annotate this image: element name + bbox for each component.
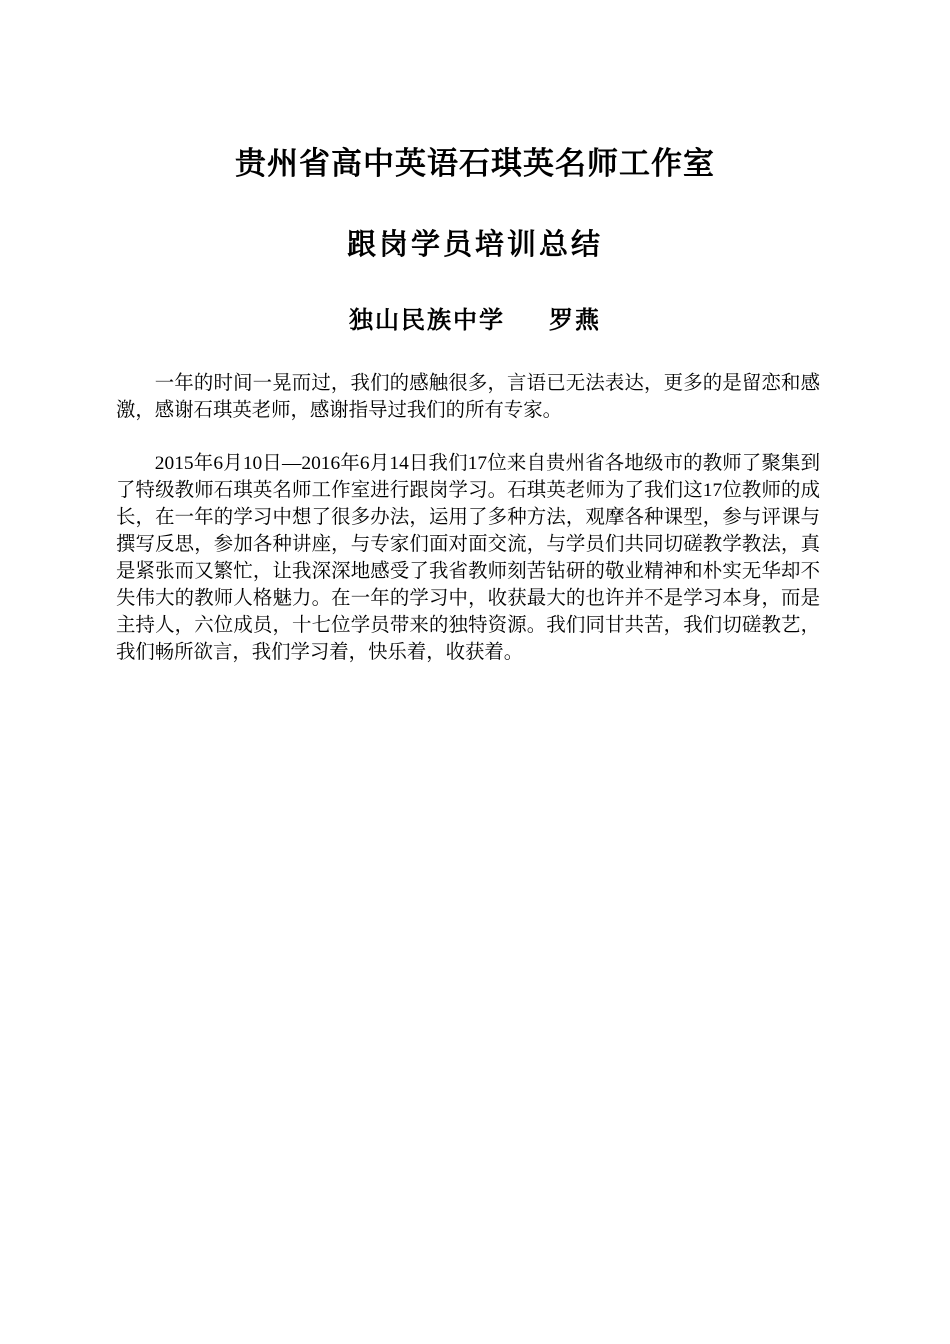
document-subtitle: 跟岗学员培训总结: [346, 227, 603, 261]
document-title: 贵州省高中英语石琪英名师工作室: [235, 146, 715, 182]
body-paragraph-2: 2015年6月10日—2016年6月14日我们17位来自贵州省各地级市的教师了聚集到了特级教师石琪英名师工作室进行跟岗学习。石琪英老师为了我们这17位教师的成长，在一年的学习中想了很多办法，运用了多种方法，观摩各种课型，参与评课与撰写反思，参加各种讲座，与专家们面对面交流，与学员们共同切磋教学教法，真是紧张而又繁忙，让我深深地感受了我省教师刻苦钻研的敬业精神和朴实无华却不失伟大的教师人格魅力。在一年的学习中，收获最大的也许并不是学习本身，而是主持人，六位成员，十七位学员带来的独特资源。我们同甘共苦，我们切磋教艺，我们畅所欲言，我们学习着，快乐着，收获着。: [116, 453, 820, 663]
school-name: 独山民族中学: [349, 305, 505, 334]
body-paragraph-1: 一年的时间一晃而过，我们的感触很多，言语已无法表达，更多的是留恋和感激，感谢石琪英老师，感谢指导过我们的所有专家。: [116, 373, 820, 421]
author-byline: [0, 300, 950, 335]
author-name: 罗燕: [549, 305, 601, 334]
